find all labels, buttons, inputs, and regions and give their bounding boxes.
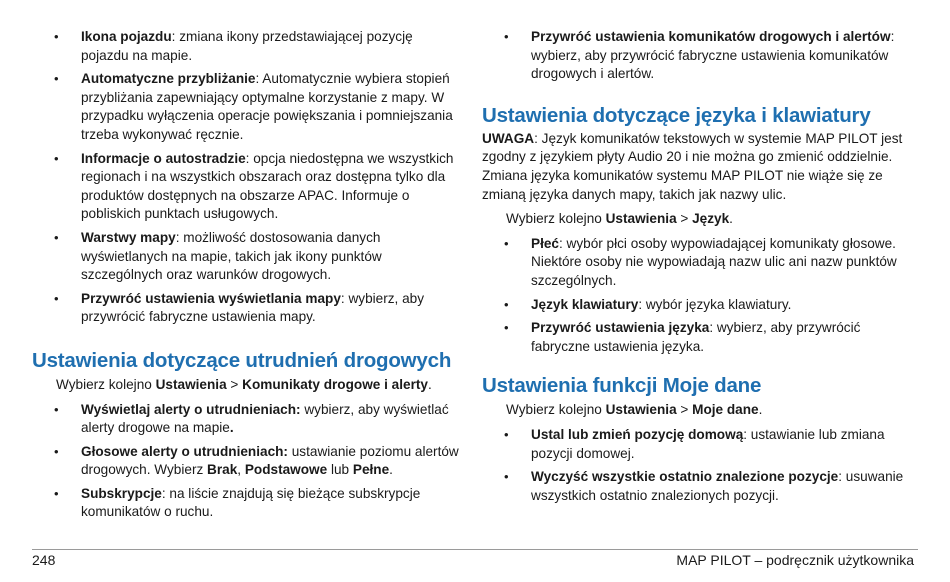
list-item: • Przywróć ustawienia komunikatów drogowych i alertów: wybierz, aby przywrócić fabryczne ustawienia komunikatów drogowych i alertów.: [482, 28, 918, 84]
item-text: : wybierz, aby przywrócić fabryczne ustawienia mapy.: [81, 290, 425, 325]
list-item: • Język klawiatury: wybór języka klawiatury.: [482, 296, 918, 315]
list-item: • Przywróć ustawienia języka: wybierz, aby przywrócić fabryczne ustawienia języka.: [482, 319, 918, 356]
traffic-menu-path: Wybierz kolejno Ustawienia > Komunikaty drogowe i alerty.: [56, 376, 432, 392]
traffic-reset-list: [482, 28, 918, 84]
page-number: 248: [32, 552, 56, 568]
document-title: MAP PILOT – podręcznik użytkownika: [676, 552, 914, 568]
item-term: Informacje o autostradzie: [81, 150, 246, 166]
item-term: Płeć: [531, 235, 559, 251]
language-settings-list: [482, 235, 918, 357]
list-item: [32, 28, 464, 65]
list-item: [32, 290, 464, 327]
traffic-settings-list: [32, 401, 464, 523]
list-item: • Ustal lub zmień pozycję domową: ustawianie lub zmiana pozycji domowej.: [482, 426, 918, 463]
list-item: [32, 70, 464, 144]
language-section-heading: Ustawienia dotyczące języka i klawiatury: [482, 103, 871, 127]
language-menu-path: Wybierz kolejno Ustawienia > Język.: [506, 211, 733, 227]
item-term: Przywróć ustawienia wyświetlania mapy: [81, 290, 341, 306]
mydata-section-heading: Ustawienia funkcji Moje dane: [482, 374, 762, 398]
mydata-settings-list: [482, 426, 918, 505]
map-settings-list: [32, 28, 464, 327]
language-note: UWAGA: Język komunikatów tekstowych w systemie MAP PILOT jest zgodny z językiem płyty Audio 20 i nie można go zmienić oddzielnie. Zmiana języka komunikatów systemu MAP PILOT nie wiąże się ze zmianą języka danych mapy, takich jak nazwy ulic.: [482, 130, 903, 202]
item-text: : Automatycznie wybiera stopień przybliżania zapewniający optymalne korzystanie z mapy. W przypadku wyłączenia operacje powiększania i pomniejszania trzeba wykonywać ręcznie.: [81, 71, 453, 142]
item-term: Język klawiatury: [531, 296, 639, 312]
item-term: Głosowe alerty o utrudnieniach:: [81, 443, 288, 459]
item-text: : opcja niedostępna we wszystkich regionach i na wszystkich obszarach oraz dostępna tylko dla produktów dostępnych na obszarze APAC. Informuje o pobliskich punktach usługowych.: [81, 150, 454, 222]
list-item: • Płeć: wybór płci osoby wypowiadającej komunikaty głosowe. Niektóre osoby nie wypowiadają nazw ulic ani nazw punktów szczególnych.: [482, 235, 918, 291]
item-term: Ustal lub zmień pozycję domową: [531, 426, 744, 442]
list-item: • Wyświetlaj alerty o utrudnieniach: wybierz, aby wyświetlać alerty drogowe na mapie.: [32, 401, 464, 438]
list-item: • Subskrypcje: na liście znajdują się bieżące subskrypcje komunikatów o ruchu.: [32, 485, 464, 522]
list-item: • Wyczyść wszystkie ostatnio znalezione pozycje: usuwanie wszystkich ostatnio znalezionych pozycji.: [482, 468, 918, 505]
right-column: [482, 28, 918, 510]
list-item: [32, 150, 464, 224]
item-term: Wyświetlaj alerty o utrudnieniach:: [81, 401, 301, 417]
item-term: Ikona pojazdu: [81, 29, 172, 44]
item-term: Przywróć ustawienia języka: [531, 320, 710, 336]
item-term: Przywróć ustawienia komunikatów drogowych i alertów: [531, 29, 891, 44]
item-text: : zmiana ikony przedstawiającej pozycję pojazdu na mapie.: [81, 29, 413, 63]
item-term: Subskrypcje: [81, 485, 162, 501]
list-item: • Głosowe alerty o utrudnieniach: ustawianie poziomu alertów drogowych. Wybierz Brak, Podstawowe lub Pełne.: [32, 443, 464, 480]
mydata-menu-path: Wybierz kolejno Ustawienia > Moje dane.: [506, 402, 763, 418]
item-term: Wyczyść wszystkie ostatnio znalezione pozycje: [531, 469, 839, 485]
item-term: Warstwy mapy: [81, 229, 176, 245]
left-column: [32, 28, 464, 527]
item-text: : możliwość dostosowania danych wyświetlanych na mapie, takich jak ikony punktów szczególnych oraz warunków drogowych.: [81, 229, 382, 283]
footer-divider: [32, 549, 918, 550]
item-term: Automatyczne przybliżanie: [81, 71, 256, 87]
traffic-section-heading: Ustawienia dotyczące utrudnień drogowych: [32, 348, 452, 372]
list-item: [32, 229, 464, 285]
